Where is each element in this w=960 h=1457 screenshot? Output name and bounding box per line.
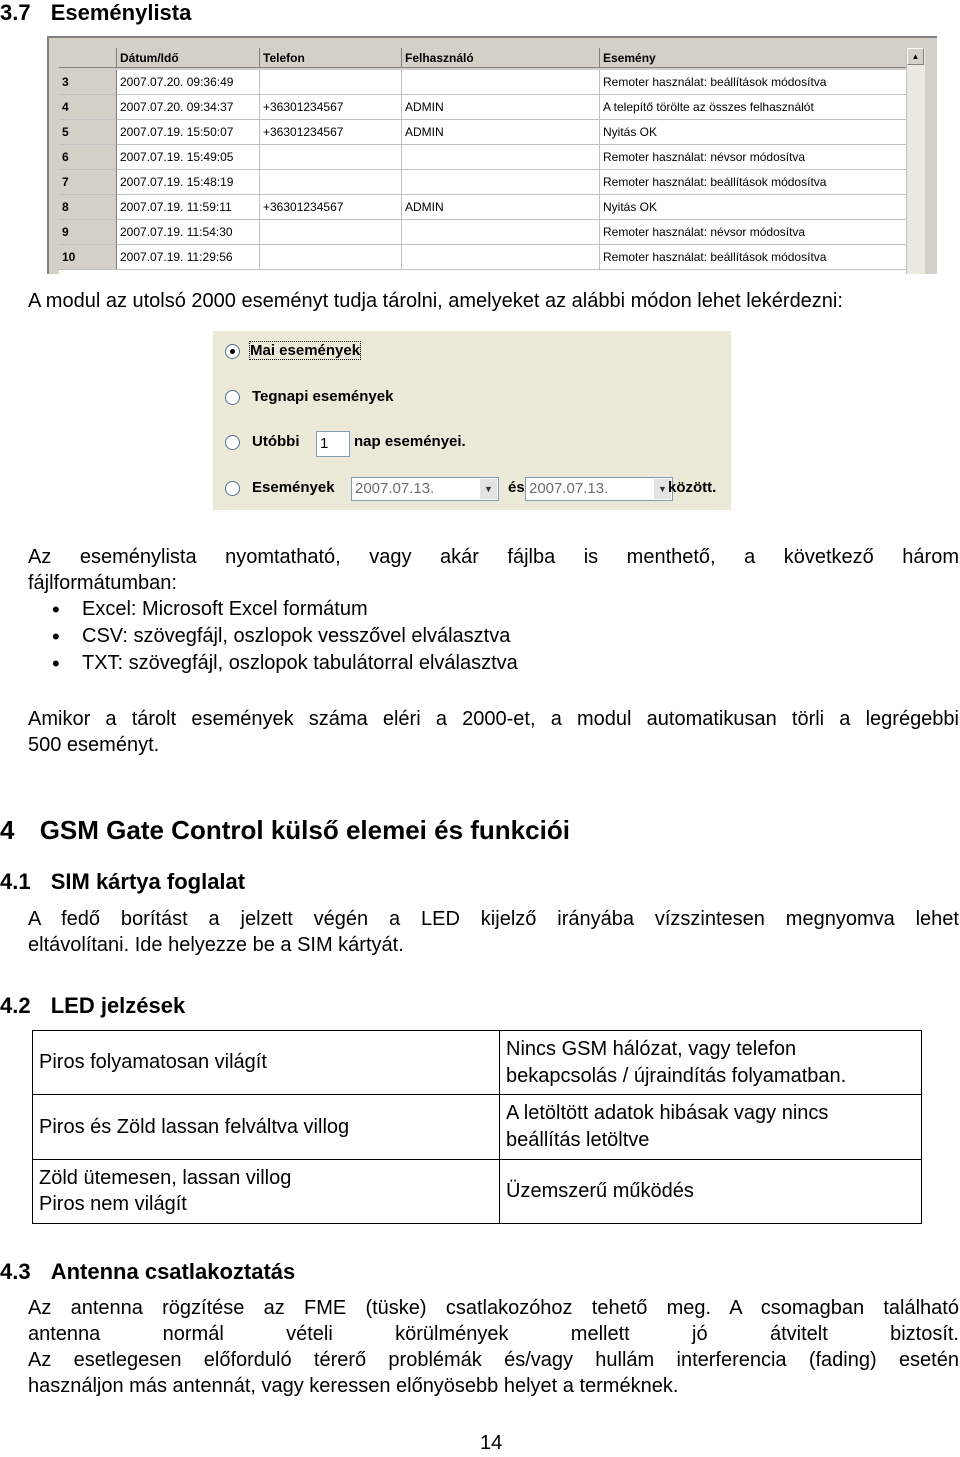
list-item: • CSV: szövegfájl, oszlopok vesszővel elválasztva [28,623,928,650]
range-and-label: és [508,479,525,496]
export-paragraph-line1: Az eseménylista nyomtatható, vagy akár fájlba is menthető, a következő három [28,546,959,568]
led-signal-cell [33,1031,500,1095]
row-phone: +36301234567 [260,120,402,145]
row-datetime: 2007.07.19. 11:29:56 [117,245,260,270]
table-header [59,48,925,70]
row-datetime: 2007.07.19. 11:59:11 [117,195,260,220]
range-suffix-label: között. [668,479,717,496]
radio-last-days-prefix[interactable]: Utóbbi [252,433,300,450]
antenna-paragraph-line1: Az antenna rögzítése az FME (tüske) csatlakozóhoz tehető meg. A csomagban található [28,1297,959,1319]
row-datetime: 2007.07.19. 11:54:30 [117,220,260,245]
section-number: 4.2 [0,993,31,1018]
event-table [59,48,925,274]
row-index: 8 [59,195,117,220]
row-phone: +36301234567 [260,95,402,120]
row-phone [260,220,402,245]
row-user: ADMIN [402,95,600,120]
header-event[interactable]: Esemény [600,48,907,68]
row-user [402,170,600,195]
section-title: Eseménylista [50,0,192,25]
list-item: • TXT: szövegfájl, oszlopok tabulátorral elválasztva [28,650,928,677]
led-signal-cell [33,1095,500,1159]
row-event: A telepítő törölte az összes felhasználót [600,95,907,120]
sim-paragraph-line2: eltávolítani. Ide helyezze be a SIM kártyát. [28,934,404,956]
section-title: GSM Gate Control külső elemei és funkciói [39,815,570,845]
row-index: 4 [59,95,117,120]
row-user [402,70,600,95]
row-event: Remoter használat: beállítások módosítva [600,245,907,270]
radio-last-days-suffix: nap eseményei. [354,433,466,450]
led-meaning-text: bekapcsolás / újraindítás folyamatban. [506,1064,847,1087]
radio-today-label[interactable]: Mai események [250,342,361,359]
header-datetime[interactable]: Dátum/Idő [117,48,260,68]
intro-paragraph: A modul az utolsó 2000 eseményt tudja tárolni, amelyeket az alábbi módon lehet lekérdezni: [28,290,843,312]
header-phone[interactable]: Telefon [260,48,402,68]
row-index: 10 [59,245,117,270]
section-number: 4.1 [0,869,31,894]
row-datetime: 2007.07.19. 15:49:05 [117,145,260,170]
scroll-up-icon[interactable]: ▲ [907,48,924,65]
led-signal-text: Piros és Zöld lassan felváltva villog [39,1115,350,1138]
radio-today[interactable] [225,344,240,359]
range-to-date-picker[interactable] [525,477,673,501]
vertical-scrollbar[interactable] [906,48,925,274]
table-row[interactable] [59,245,925,270]
led-meaning-text: A letöltött adatok hibásak vagy nincs [506,1102,829,1125]
storage-paragraph-line1: Amikor a tárolt események száma eléri a 2000-et, a modul automatikusan törli a legrégebbi [28,708,959,730]
row-phone [260,245,402,270]
storage-paragraph-line2: 500 eseményt. [28,734,160,756]
section-heading-3-7 [0,0,191,26]
event-query-panel [213,331,731,510]
last-days-input[interactable]: 1 [316,431,350,457]
row-phone: +36301234567 [260,195,402,220]
row-datetime: 2007.07.20. 09:36:49 [117,70,260,95]
section-heading-4-2 [0,993,185,1019]
row-phone [260,170,402,195]
led-signal-text: Piros nem világít [39,1193,187,1216]
led-signal-cell [33,1159,500,1223]
section-title: Antenna csatlakoztatás [50,1259,296,1284]
led-signal-text: Zöld ütemesen, lassan villog [39,1166,292,1189]
table-row[interactable] [59,145,925,170]
table-row[interactable] [59,70,925,95]
row-index: 9 [59,220,117,245]
led-meaning-text: Üzemszerű működés [506,1180,694,1203]
table-row[interactable] [59,195,925,220]
range-to-value: 2007.07.13. [529,480,609,497]
event-list-screenshot [47,36,937,274]
row-user: ADMIN [402,195,600,220]
row-index: 7 [59,170,117,195]
row-phone [260,70,402,95]
export-format-list [28,596,928,677]
row-phone [260,145,402,170]
section-heading-4-1 [0,869,245,895]
row-event: Nyitás OK [600,195,907,220]
led-meaning-cell [500,1095,922,1159]
row-index: 5 [59,120,117,145]
header-user[interactable]: Felhasználó [402,48,600,68]
antenna-paragraph-line3: Az esetlegesen előforduló térerő problémák és/vagy hullám interferencia (fading) esetén [28,1349,959,1371]
row-index: 3 [59,70,117,95]
section-heading-4 [0,815,570,846]
header-index[interactable] [59,48,117,68]
section-heading-4-3 [0,1259,295,1285]
chevron-down-icon[interactable]: ▼ [480,479,497,499]
table-row [33,1159,922,1223]
table-row [33,1095,922,1159]
export-paragraph-line2: fájlformátumban: [28,572,177,594]
row-event: Remoter használat: beállítások módosítva [600,70,907,95]
range-from-date-picker[interactable] [351,477,499,501]
table-row [33,1031,922,1095]
row-user [402,245,600,270]
row-event: Remoter használat: névsor módosítva [600,145,907,170]
table-row[interactable] [59,120,925,145]
table-row[interactable] [59,220,925,245]
chevron-down-icon[interactable]: ▼ [654,479,671,499]
section-title: LED jelzések [50,993,186,1018]
section-number: 4.3 [0,1259,31,1284]
table-row[interactable] [59,95,925,120]
led-signals-table [32,1030,922,1224]
radio-last-days[interactable] [225,435,240,450]
led-signal-text: Piros folyamatosan világít [39,1051,267,1074]
led-meaning-text: Nincs GSM hálózat, vagy telefon [506,1038,797,1061]
page-number: 14 [480,1432,503,1454]
sim-paragraph-line1: A fedő borítást a jelzett végén a LED kijelző irányába vízszintesen megnyomva lehet [28,908,959,930]
list-item: • Excel: Microsoft Excel formátum [28,596,928,623]
radio-range-prefix[interactable]: Események [252,479,335,496]
section-number: 3.7 [0,0,31,25]
row-datetime: 2007.07.19. 15:50:07 [117,120,260,145]
row-event: Remoter használat: névsor módosítva [600,220,907,245]
antenna-paragraph-line4: használjon más antennát, vagy keressen előnyösebb helyet a terméknek. [28,1375,679,1397]
led-meaning-cell [500,1031,922,1095]
row-user: ADMIN [402,120,600,145]
antenna-paragraph-line2: antenna normál vételi körülmények mellett jó átvitelt biztosít. [28,1323,959,1345]
row-index: 6 [59,145,117,170]
row-datetime: 2007.07.19. 15:48:19 [117,170,260,195]
table-row[interactable] [59,170,925,195]
row-datetime: 2007.07.20. 09:34:37 [117,95,260,120]
range-from-value: 2007.07.13. [355,480,435,497]
radio-range[interactable] [225,481,240,496]
section-title: SIM kártya foglalat [50,869,246,894]
row-user [402,220,600,245]
section-number: 4 [0,815,15,845]
row-event: Nyitás OK [600,120,907,145]
led-meaning-text: beállítás letöltve [506,1128,650,1151]
radio-yesterday-label[interactable]: Tegnapi események [252,388,394,405]
led-meaning-cell [500,1159,922,1223]
row-event: Remoter használat: beállítások módosítva [600,170,907,195]
row-user [402,145,600,170]
radio-yesterday[interactable] [225,390,240,405]
